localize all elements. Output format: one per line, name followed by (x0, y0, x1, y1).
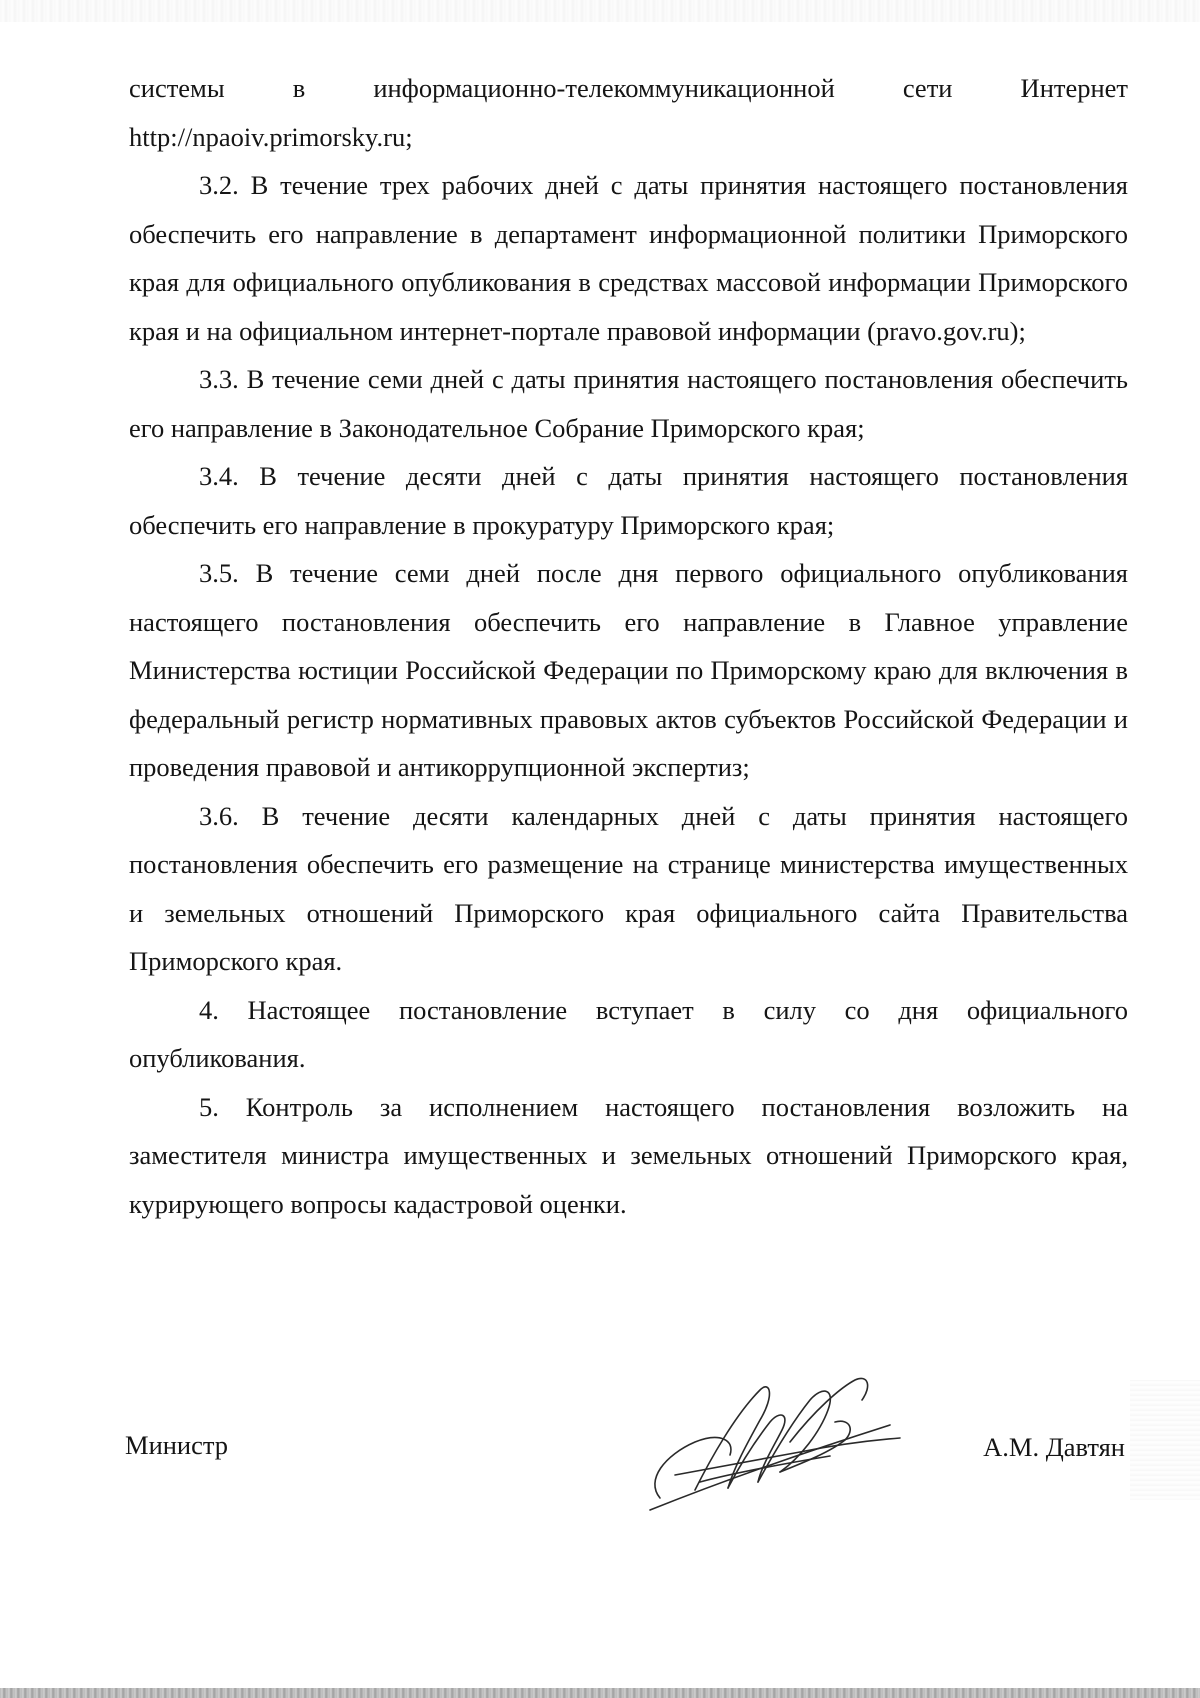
signature-block (125, 1420, 1125, 1480)
scan-noise-right (1130, 1380, 1200, 1500)
scan-edge-top (0, 0, 1200, 22)
paragraph-5: 5. Контроль за исполнением настоящего постановления возложить на заместителя министра имущественных и земельных отношений Приморского края, курирующего вопросы кадастровой оценки. (129, 1091, 1128, 1219)
paragraph-3-4: 3.4. В течение десяти дней с даты принятия настоящего постановления обеспечить его направление в прокуратуру Приморского края; (129, 461, 1128, 540)
paragraph-3-6: 3.6. В течение десяти календарных дней с даты принятия настоящего постановления обеспечить его размещение на странице министерства имущественных и земельных отношений Приморского края официального сайта Правительства Приморского края. (129, 800, 1128, 976)
signatory-title: Министр (125, 1430, 229, 1460)
scan-edge-bottom (0, 1688, 1200, 1698)
paragraph-continuation: системы в информационно-телекоммуникационной сети Интернет http://npaoiv.primorsky.ru; (129, 73, 1128, 152)
signatory-name: А.М. Давтян (983, 1432, 1125, 1462)
paragraph-3-3: 3.3. В течение семи дней с даты принятия настоящего постановления обеспечить его направление в Законодательное Собрание Приморского края; (129, 364, 1128, 443)
paragraph-3-2: 3.2. В течение трех рабочих дней с даты принятия настоящего постановления обеспечить его направление в департамент информационной политики Приморского края для официального опубликования в средствах массовой информации Приморского края и на официальном интернет-портале правовой информации (pravo.gov.ru); (129, 170, 1128, 346)
paragraph-4: 4. Настоящее постановление вступает в силу со дня официального опубликования. (129, 994, 1128, 1073)
paragraph-3-5: 3.5. В течение семи дней после дня первого официального опубликования настоящего постановления обеспечить его направление в Главное управление Министерства юстиции Российской Федерации по Приморскому краю для включения в федеральный регистр нормативных правовых актов субъектов Российской Федерации и проведения правовой и антикоррупционной экспертиз; (129, 558, 1128, 782)
document-body (129, 64, 1128, 1228)
